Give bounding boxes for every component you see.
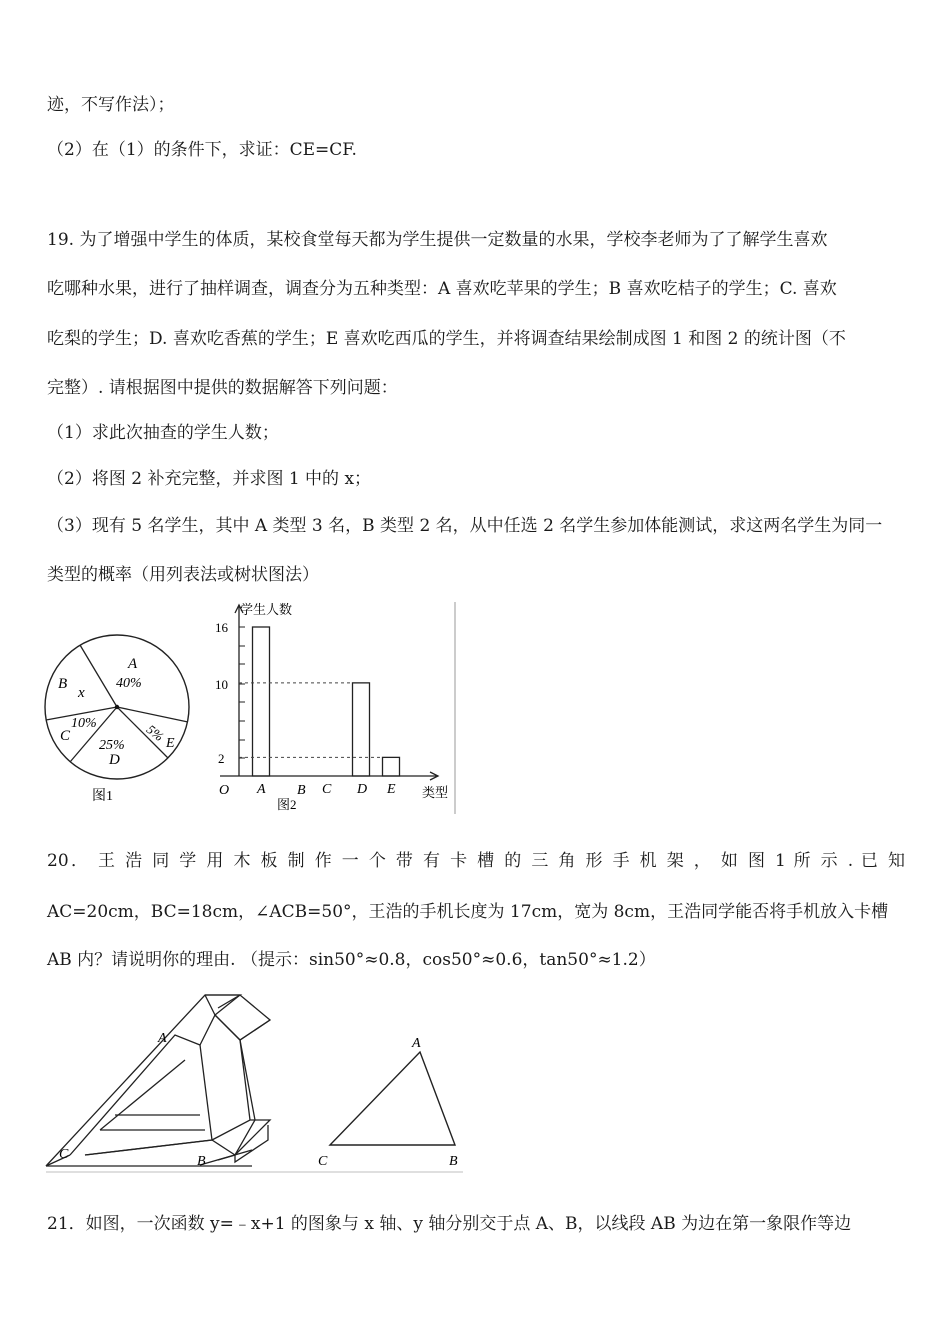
pie-label-d: D (109, 752, 120, 768)
x-category-B: B (297, 783, 306, 798)
pie-label-e-percent: 5% (143, 721, 167, 745)
y-tick-label-16: 16 (215, 620, 228, 635)
x-category-D: D (357, 782, 368, 797)
q20-line-3: AB 内？请说明你的理由. （提示：sin50°≈0.8，cos50°≈0.6，tan50°≈1.2） (47, 950, 656, 970)
text-line: 迹，不写作法）； (47, 95, 175, 115)
bar-E (383, 757, 400, 776)
triangle-label-b: B (449, 1154, 458, 1169)
pie-label-b: B (58, 676, 68, 692)
q21-line-1: 21．如图，一次函数 y=﹣x+1 的图象与 x 轴、y 轴分别交于点 A、B，以线段 AB 为边在第一象限作等边 (47, 1214, 852, 1234)
inner-board (70, 1035, 212, 1155)
pie-label-x: x (78, 685, 85, 701)
q19-sub-3-line-1: （3）现有 5 名学生，其中 A 类型 3 名，B 类型 2 名，从中任选 2 名学生参加体能测试，求这两名学生为同一 (47, 516, 883, 536)
pie-label-a-percent: 40% (116, 676, 142, 691)
x-category-labels (256, 782, 396, 798)
y-tick-label-10: 10 (215, 677, 228, 692)
triangle-label-c: C (318, 1154, 328, 1169)
y-axis-label: 学生人数 (240, 602, 293, 617)
pie-label-c: C (60, 728, 71, 744)
x-category-A: A (257, 782, 266, 797)
sub-question-2: （2）在（1）的条件下，求证：CE=CF. (47, 140, 357, 160)
pie-boundary-e-a (117, 707, 188, 722)
q19-sub-1: （1）求此次抽查的学生人数； (47, 423, 279, 443)
q20-line-1: 20． 王 浩 同 学 用 木 板 制 作 一 个 带 有 卡 槽 的 三 角 形 手 机 架 ， 如 图 1 所 示 . 已 知 (47, 851, 905, 871)
pie-boundary-a-b (80, 645, 117, 707)
bar-A (253, 627, 270, 776)
bars (239, 627, 400, 776)
pie-chart-figure-1 (40, 630, 200, 810)
x-category-E: E (387, 782, 396, 797)
holder-label-c: C (59, 1147, 69, 1162)
slot-tray (212, 1120, 270, 1160)
q20-line-2: AC=20cm，BC=18cm，∠ACB=50°，王浩的手机长度为 17cm，宽为 8cm，王浩同学能否将手机放入卡槽 (47, 902, 889, 922)
phone-holder-figure (40, 990, 465, 1175)
q19-line-4: 完整）. 请根据图中提供的数据解答下列问题： (47, 378, 398, 398)
y-tick-marks (239, 627, 245, 758)
holder-label-a: A (158, 1031, 167, 1046)
q19-line-2: 吃哪种水果，进行了抽样调查，调查分为五种类型：A 喜欢吃苹果的学生；B 喜欢吃桔子的学生；C. 喜欢 (47, 279, 837, 299)
holder-label-b: B (197, 1154, 206, 1169)
pie-caption: 图1 (92, 789, 113, 804)
q19-sub-3-line-2: 类型的概率（用列表法或树状图法） (47, 565, 319, 585)
q19-line-3: 吃梨的学生；D. 喜欢吃香蕉的学生；E 喜欢吃西瓜的学生，并将调查结果绘制成图 1 和图 2 的统计图（不 (47, 329, 846, 349)
bar-chart-figure-2 (210, 600, 460, 816)
pie-label-a: A (128, 656, 138, 672)
q19-sub-2: （2）将图 2 补充完整，并求图 1 中的 x； (47, 469, 372, 489)
y-tick-label-2: 2 (218, 751, 225, 766)
top-block (205, 995, 270, 1040)
x-category-C: C (322, 782, 332, 797)
pie-label-d-percent: 25% (99, 738, 125, 753)
origin-label: O (219, 783, 230, 798)
pie-center-dot (115, 705, 119, 709)
triangle-abc (330, 1052, 455, 1145)
bar-caption: 图2 (277, 797, 297, 812)
triangle-label-a: A (412, 1036, 421, 1051)
q19-line-1: 19. 为了增强中学生的体质，某校食堂每天都为学生提供一定数量的水果，学校李老师为了了解学生喜欢 (47, 230, 828, 250)
bar-D (353, 683, 370, 776)
pie-label-c-percent: 10% (71, 716, 97, 731)
pie-label-e: E (166, 736, 175, 751)
x-axis-label: 类型 (422, 785, 449, 800)
